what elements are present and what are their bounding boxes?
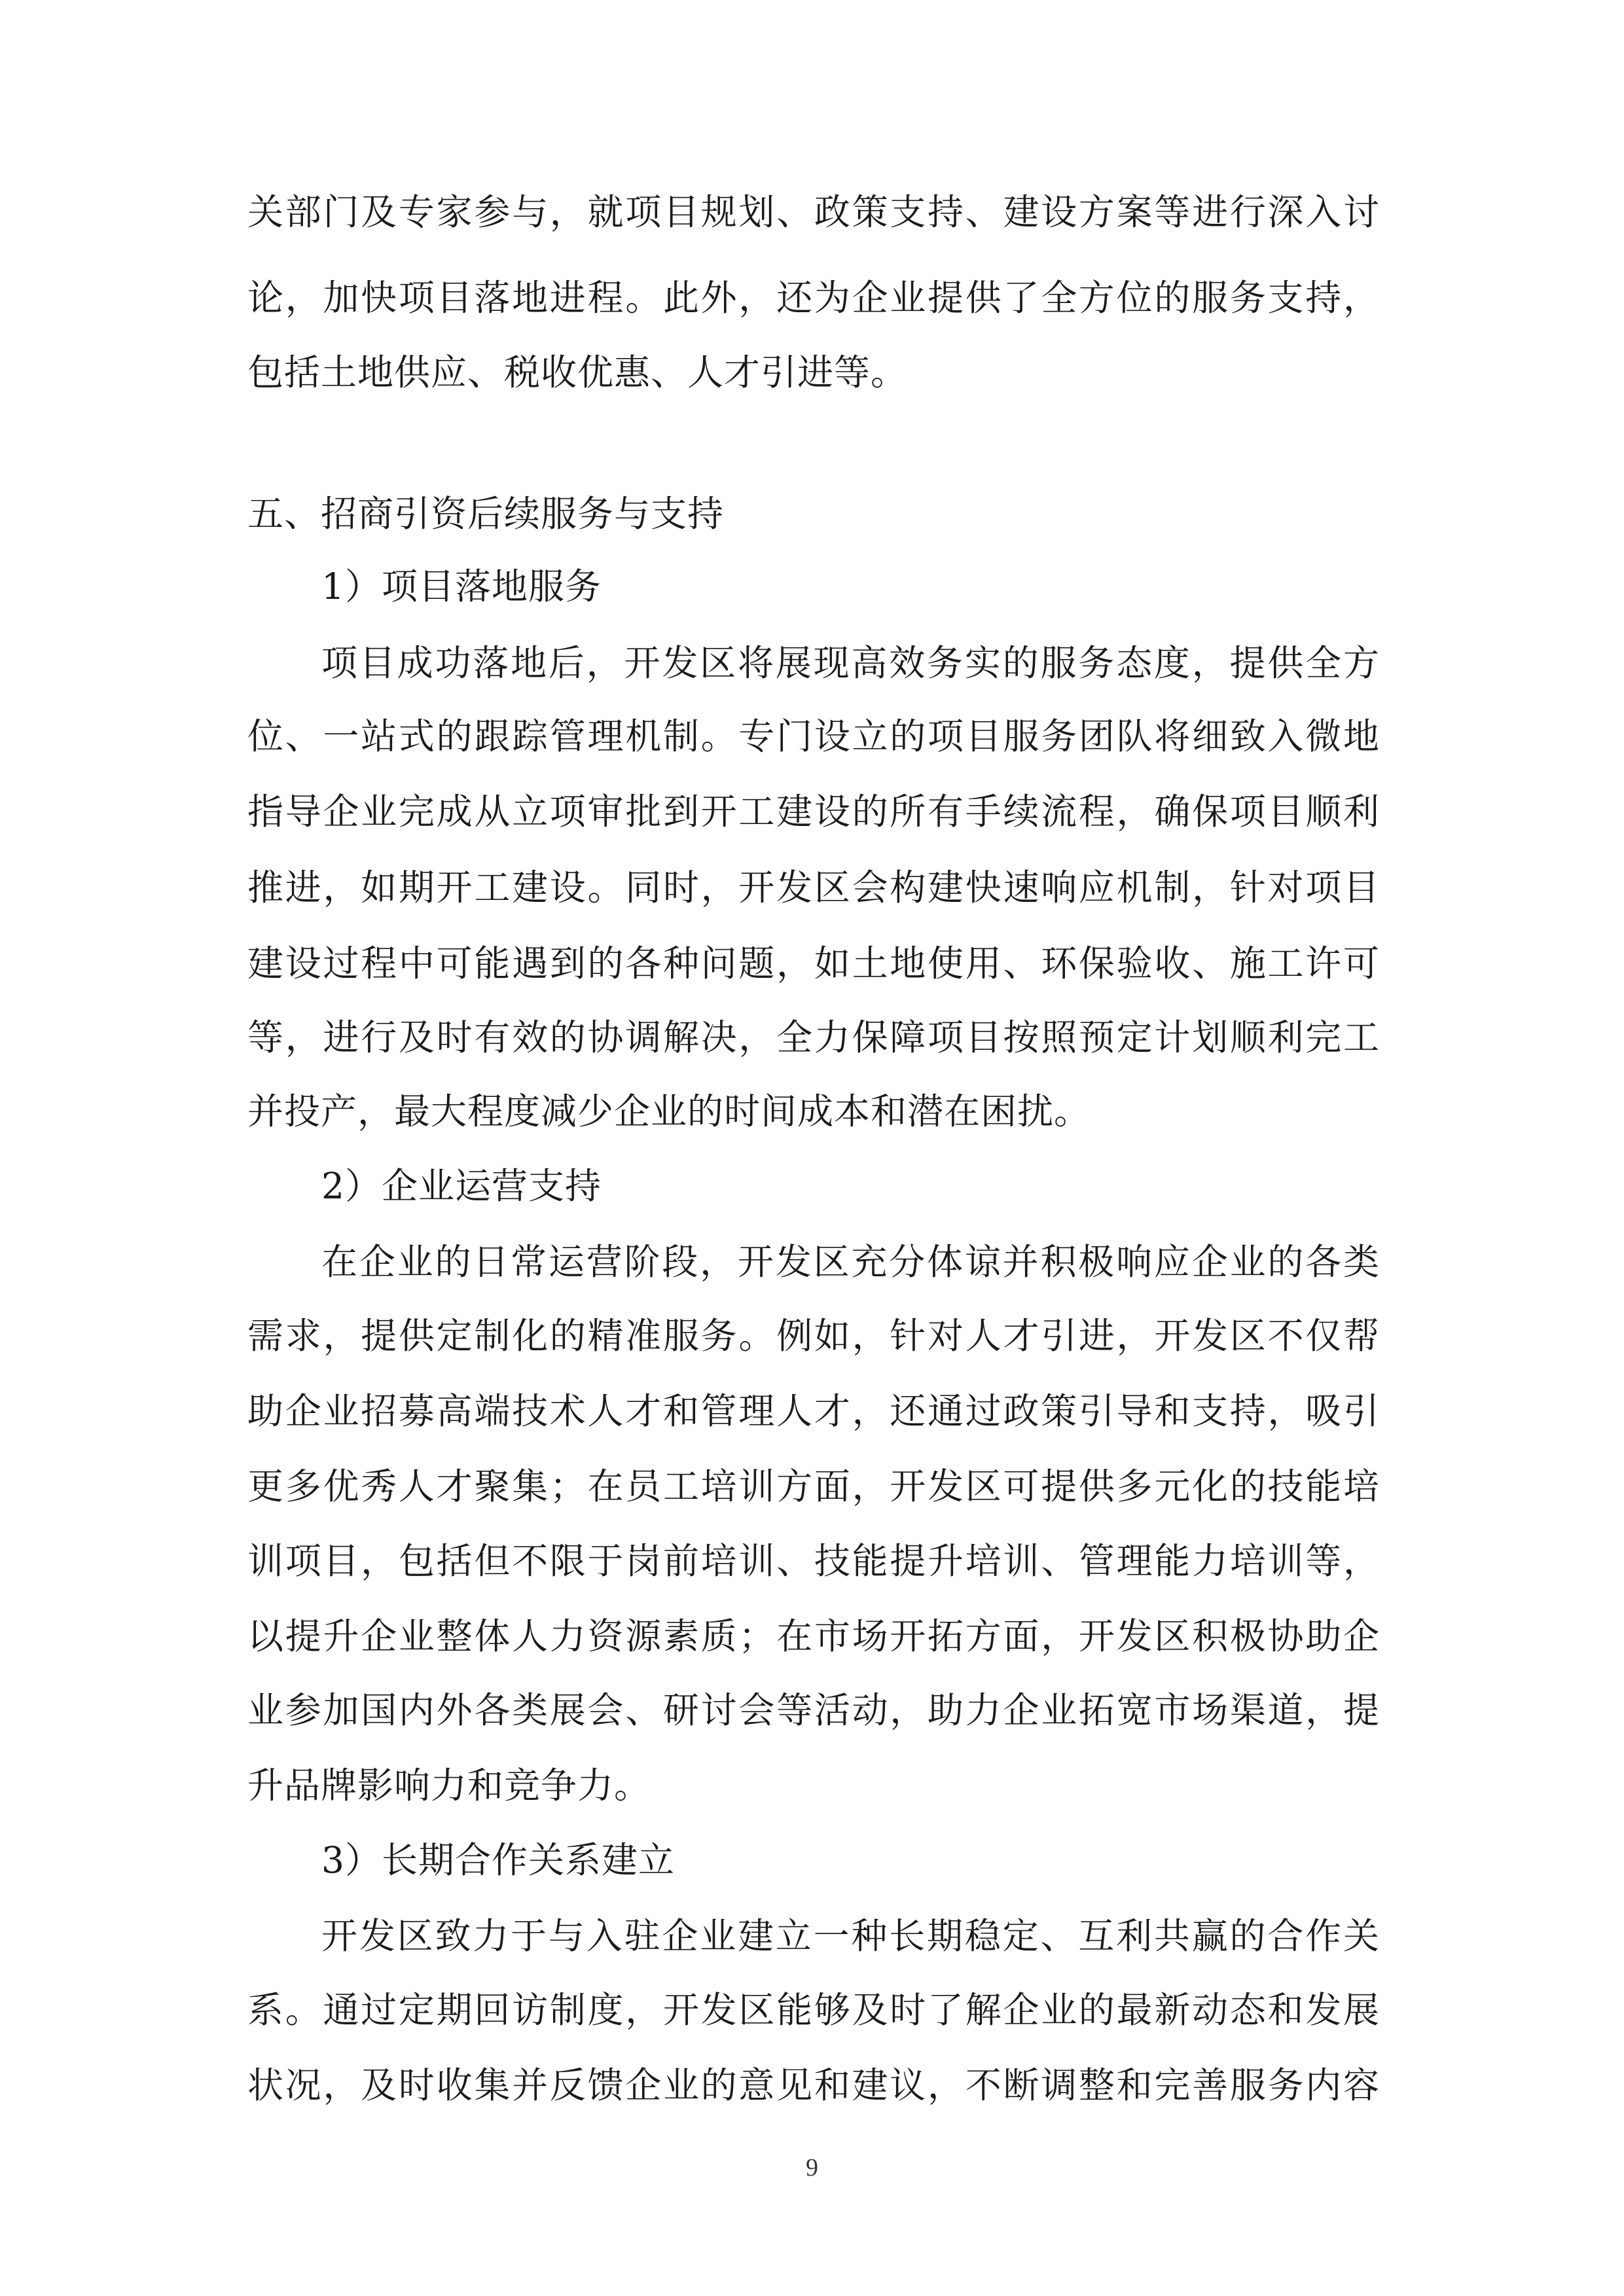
body-text-line: 并投产，最大程度减少企业的时间成本和潜在困扰。 xyxy=(247,1090,1091,1132)
body-text-line: 位、一站式的跟踪管理机制。专门设立的项目服务团队将细致入微地 xyxy=(247,715,1380,757)
body-text-line: 包括土地供应、税收优惠、人才引进等。 xyxy=(247,351,908,393)
body-text-line: 助企业招募高端技术人才和管理人才，还通过政策引导和支持，吸引 xyxy=(247,1390,1380,1432)
body-text-line: 推进，如期开工建设。同时，开发区会构建快速响应机制，针对项目 xyxy=(247,867,1380,908)
body-text-line: 状况，及时收集并反馈企业的意见和建议，不断调整和完善服务内容 xyxy=(247,2064,1380,2106)
body-text-line: 系。通过定期回访制度，开发区能够及时了解企业的最新动态和发展 xyxy=(247,1989,1380,2031)
body-text-line: 论，加快项目落地进程。此外，还为企业提供了全方位的服务支持， xyxy=(247,277,1380,319)
body-text-line: 在企业的日常运营阶段，开发区充分体谅并积极响应企业的各类 xyxy=(321,1241,1380,1283)
body-text-line: 关部门及专家参与，就项目规划、政策支持、建设方案等进行深入讨 xyxy=(247,191,1380,233)
body-text-line: 项目成功落地后，开发区将展现高效务实的服务态度，提供全方 xyxy=(321,642,1380,684)
body-text-line: 指导企业完成从立项审批到开工建设的所有手续流程，确保项目顺利 xyxy=(247,791,1380,833)
subsection-heading: 1）项目落地服务 xyxy=(321,565,602,607)
section-heading: 五、招商引资后续服务与支持 xyxy=(247,493,725,535)
subsection-heading: 2）企业运营支持 xyxy=(321,1165,602,1207)
page-number: 9 xyxy=(806,2154,818,2181)
body-text-line: 训项目，包括但不限于岗前培训、技能提升培训、管理能力培训等， xyxy=(247,1540,1380,1582)
body-text-line: 需求，提供定制化的精准服务。例如，针对人才引进，开发区不仅帮 xyxy=(247,1315,1380,1357)
subsection-heading: 3）长期合作关系建立 xyxy=(321,1839,675,1881)
body-text-line: 建设过程中可能遇到的各种问题，如土地使用、环保验收、施工许可 xyxy=(247,942,1380,984)
body-text-line: 开发区致力于与入驻企业建立一种长期稳定、互利共赢的合作关 xyxy=(321,1915,1380,1957)
body-text-line: 更多优秀人才聚集；在员工培训方面，开发区可提供多元化的技能培 xyxy=(247,1465,1380,1507)
body-text-line: 业参加国内外各类展会、研讨会等活动，助力企业拓宽市场渠道，提 xyxy=(247,1689,1380,1731)
body-text-line: 等，进行及时有效的协调解决，全力保障项目按照预定计划顺利完工 xyxy=(247,1016,1380,1058)
body-text-line: 以提升企业整体人力资源素质；在市场开拓方面，开发区积极协助企 xyxy=(247,1615,1380,1657)
body-text-line: 升品牌影响力和竞争力。 xyxy=(247,1765,651,1806)
